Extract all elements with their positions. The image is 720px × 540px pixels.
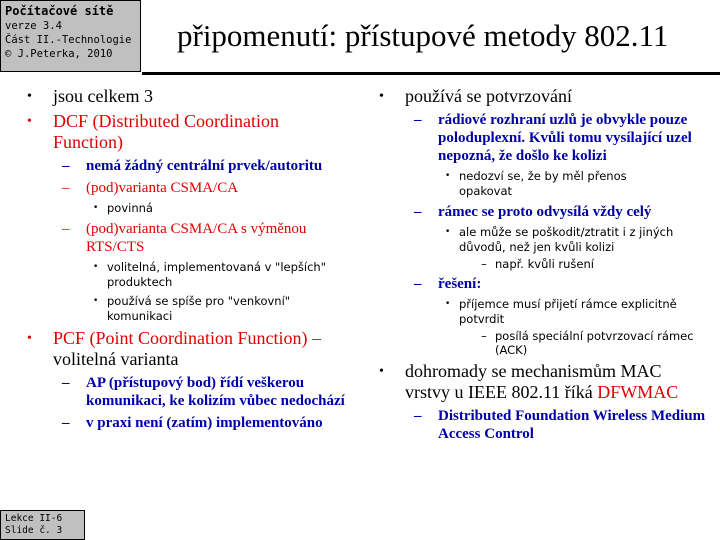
slide-title: připomenutí: přístupové metody 802.11 [177,18,669,53]
bullet-marker: • [93,203,99,213]
dash-marker: – [62,180,70,196]
bullet-text: rámec se proto odvysílá vždy celý [438,204,652,220]
bullet-text: dohromady se mechanismům MAC vrstvy u IEEE 802.11 říká [405,361,662,402]
bullet-ap [62,374,356,410]
bullet-reseni [414,275,708,357]
bullet-povinna [93,201,353,216]
bullet-marker: • [27,114,32,129]
bullet-text: v praxi není (zatím) implementováno [86,415,323,431]
bullet-pcf [27,328,358,432]
bullet-ruseni [481,257,689,271]
dash-marker: – [414,408,422,424]
dfwmac-acronym: DFWMAC [597,382,679,402]
dash-marker: – [414,204,422,220]
bullet-text: příjemce musí přijetí rámce explicitně potvrdit [459,297,677,326]
bullet-csma-ca-rts [62,220,366,324]
bullet-jsou-celkem [27,86,353,107]
bullet-poloduplex [414,111,708,199]
bullet-marker: • [445,299,451,309]
bullet-potvrzovani [379,86,710,357]
course-author: © J.Peterka, 2010 [5,48,113,60]
dash-marker: – [62,375,70,391]
bullet-poskodit [445,225,689,271]
course-title: Počítačové sítě [5,4,114,18]
bullet-text: ale může se poškodit/ztratit i z jiných důvodů, než jen kvůli kolizi [459,225,674,254]
bullet-marker: • [379,364,384,379]
bullet-text: řešení: [438,276,482,292]
title-underline [142,72,720,75]
bullet-text: (pod)varianta CSMA/CA s výměnou RTS/CTS [86,221,307,255]
bullet-text: povinná [107,201,153,215]
bullet-text: volitelná, implementovaná v "lepších" produktech [107,260,326,289]
dash-marker: – [414,112,422,128]
bullet-text: Distributed Foundation Wireless Medium Access Control [438,408,706,442]
dash-marker: – [62,158,70,174]
bullet-text: jsou celkem 3 [53,86,153,106]
dash-marker: – [414,276,422,292]
dash-marker: – [481,329,487,343]
bullet-marker: • [93,296,99,306]
bullet-text: AP (přístupový bod) řídí veškerou komunikaci, ke kolizím vůbec nedochází [86,375,345,409]
left-column [0,86,365,436]
bullet-ack [481,329,705,357]
right-column [365,86,720,447]
bullet-marker: • [27,89,32,104]
bullet-text: např. kvůli rušení [495,257,594,271]
bullet-volitelna [93,260,347,290]
bullet-marker: • [445,171,451,181]
bullet-marker: • [379,89,384,104]
bullet-text: rádiové rozhraní uzlů je obvykle pouze poloduplexní. Kvůli tomu vysílající uzel nepozná, že došlo ke kolizi [438,112,692,164]
course-info-box [0,0,141,72]
course-version: verze 3.4 [5,20,62,32]
dash-marker: – [62,415,70,431]
bullet-text: nedozví se, že by měl přenos opakovat [459,169,627,198]
bullet-prijemce [445,297,694,357]
bullet-text: DCF (Distributed Coordination Function) [53,111,279,152]
bullet-venkovni [93,294,347,324]
bullet-text-suffix: volitelná varianta [53,349,179,369]
dash-marker: – [481,257,487,271]
bullet-praxe [62,414,356,432]
lesson-label: Lekce II-6 [5,513,63,524]
bullet-text: PCF (Point Coordination Function) – [53,328,322,348]
slide-number-box [0,510,85,540]
bullet-nedozvi [445,169,679,199]
bullet-ramec [414,203,708,271]
bullet-marker: • [445,227,451,237]
title-bar [142,0,720,70]
bullet-csma-ca [62,179,353,216]
bullet-text: používá se spíše pro "venkovní" komunikaci [107,294,291,323]
course-part: Část II.-Technologie [5,34,132,46]
bullet-dohromady [379,361,710,443]
bullet-text: (pod)varianta CSMA/CA [86,180,239,196]
bullet-text: nemá žádný centrální prvek/autoritu [86,158,323,174]
bullet-marker: • [27,331,32,346]
dash-marker: – [62,221,70,237]
bullet-text: používá se potvrzování [405,86,572,106]
bullet-nema-centralni [62,157,353,175]
slide-number: Slide č. 3 [5,525,63,536]
bullet-text: posílá speciální potvrzovací rámec (ACK) [495,329,694,357]
bullet-dfwmac-expansion [414,407,708,443]
bullet-dcf [27,111,353,324]
bullet-marker: • [93,262,99,272]
